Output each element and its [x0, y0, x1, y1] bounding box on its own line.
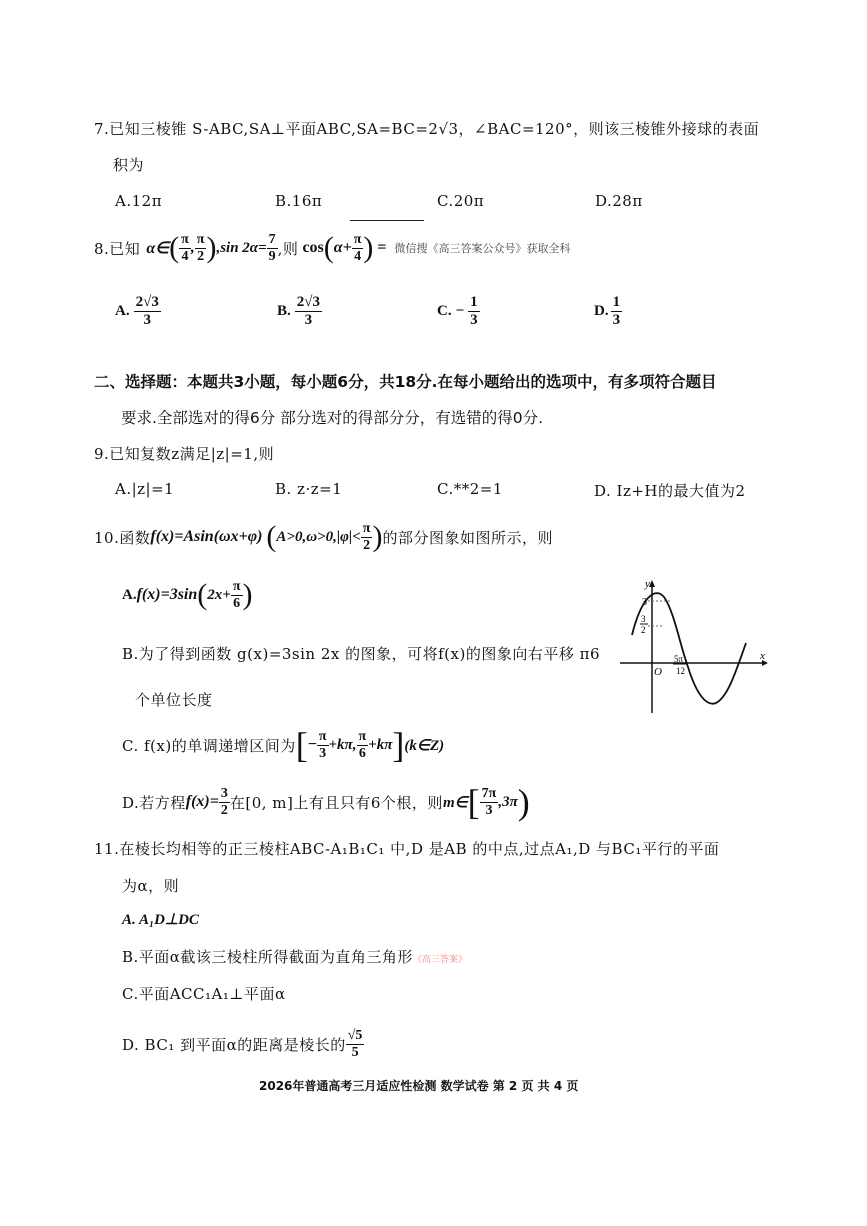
q8-option-b: B. $\frac{2√3}{3}$ [277, 294, 320, 328]
q8-frac1: $\frac{\pi}{4}$ [181, 232, 189, 264]
q8-frac2: $\frac{\pi}{2}$ [196, 232, 205, 264]
q8-alpha: α∈ [146, 240, 170, 257]
q8-frac3: $\frac{7}{9}$ [268, 232, 276, 264]
q8-frac4: $\frac{\pi}{4}$ [353, 232, 362, 264]
q10-stem: 10.函数 f(x)=Asin(ωx+φ) ( A>0,ω>0,|φ|< $\frac{\pi}{2}$ ) 的部分图象如图所示，则 [94, 520, 553, 553]
q10-option-d: D.若方程 f(x)= $\frac{3}{2}$ 在[0, m]上有且只有6个根，则 m∈ [ $\frac{7\pi}{3}$ ,3π ) [122, 782, 530, 822]
q8-option-c: C. − $\frac{1}{3}$ [437, 294, 478, 328]
q8-stem [94, 228, 571, 268]
q9-option-a: A.|z|=1 [115, 480, 175, 498]
graph-y-label: y [645, 578, 650, 590]
q7-stem-line1: 7.已知三棱锥 S-ABC,SA⊥平面ABC,SA=BC=2√3，∠BAC=120°，则该三棱锥外接球的表面 [94, 120, 760, 138]
q7-option-c: C.20π [437, 192, 485, 210]
q11-stem-line1: 11.在棱长均相等的正三棱柱ABC-A₁B₁C₁ 中,D 是AB 的中点,过点A₁,D 与BC₁平行的平面 [94, 840, 720, 858]
q10-option-b-line1: B.为了得到函数 g(x)=3sin 2x 的图象，可将f(x)的图象向右平移 π6 [122, 645, 601, 663]
q8-cos: cos [302, 239, 324, 256]
q10-sine-graph [612, 575, 772, 720]
q7-stem-line2: 积为 [113, 156, 145, 174]
q11-option-a: A. A₁D⊥DC [122, 912, 199, 928]
q10-function: f(x)=Asin(ωx+φ) [150, 528, 263, 545]
q8-paren-close2: ) [363, 231, 374, 264]
q10-option-a: A. f(x)=3sin ( 2x+ $\frac{\pi}{6}$ ) [122, 578, 253, 611]
q9-option-c: C.**2=1 [437, 480, 503, 498]
section2-line2: 要求.全部选对的得6分 部分选对的得部分分，有选错的得0分. [121, 409, 544, 427]
graph-tick-x-num: 5π [674, 654, 684, 664]
q11-stem-line2: 为α，则 [122, 877, 180, 895]
q8-paren-close: ) [206, 231, 217, 264]
q8-then: ,则 [277, 239, 299, 258]
q10-option-b-line2: 个单位长度 [135, 691, 213, 709]
q8-option-d: D. $\frac{1}{3}$ [594, 294, 621, 328]
q8-paren-open: ( [169, 231, 180, 264]
graph-y-max: 3 [642, 597, 647, 608]
q7-option-a: A.12π [115, 192, 163, 210]
graph-x-label: x [760, 650, 765, 662]
q8-sin-part: ,sin 2α= [216, 239, 267, 256]
q8-prefix: 8.已知 [94, 239, 141, 258]
divider-line [350, 220, 424, 221]
y-axis-arrow [649, 580, 655, 587]
q8-option-a: A. $\frac{2√3}{3}$ [115, 294, 159, 328]
q7-option-d: D.28π [595, 192, 643, 210]
graph-tick-x-den: 12 [676, 666, 685, 676]
q8-cos-arg: α+ [333, 239, 352, 256]
q8-comma: , [190, 239, 195, 256]
q8-paren-open2: ( [323, 231, 334, 264]
section2-heading: 二、选择题：本题共3小题，每小题6分，共18分.在每小题给出的选项中，有多项符合题目 [94, 373, 717, 391]
q11-option-b-watermark: 《高三答案》 [412, 955, 467, 965]
page-footer: 2026年普通高考三月适应性检测 数学试卷 第 2 页 共 4 页 [259, 1079, 579, 1093]
q8-watermark: 微信搜《高三答案公众号》获取全科 [394, 242, 571, 255]
graph-origin: O [654, 666, 662, 678]
q7-option-b: B.16π [275, 192, 323, 210]
q10-option-c: C. f(x)的单调递增区间为 [ − $\frac{\pi}{3}$ +kπ, $\frac{\pi}{6}$ +kπ ] (k∈Z) [122, 725, 445, 765]
q11-option-d: D. BC₁ 到平面α的距离是棱长的 $\frac{√5}{5}$ [122, 1028, 363, 1060]
sine-curve [632, 593, 746, 704]
q11-option-b: B.平面α截该三棱柱所得截面为直角三角形 《高三答案》 [122, 948, 467, 966]
q9-stem: 9.已知复数z满足|z|=1,则 [94, 445, 275, 463]
q11-option-c: C.平面ACC₁A₁⊥平面α [122, 985, 286, 1003]
q9-option-d: D. Iz+H的最大值为2 [594, 482, 746, 500]
graph-tick-y-num: 3 [641, 614, 646, 624]
graph-tick-y-den: 2 [641, 625, 646, 635]
q8-eq: = [377, 239, 387, 256]
q9-option-b: B. z·z=1 [275, 480, 343, 498]
